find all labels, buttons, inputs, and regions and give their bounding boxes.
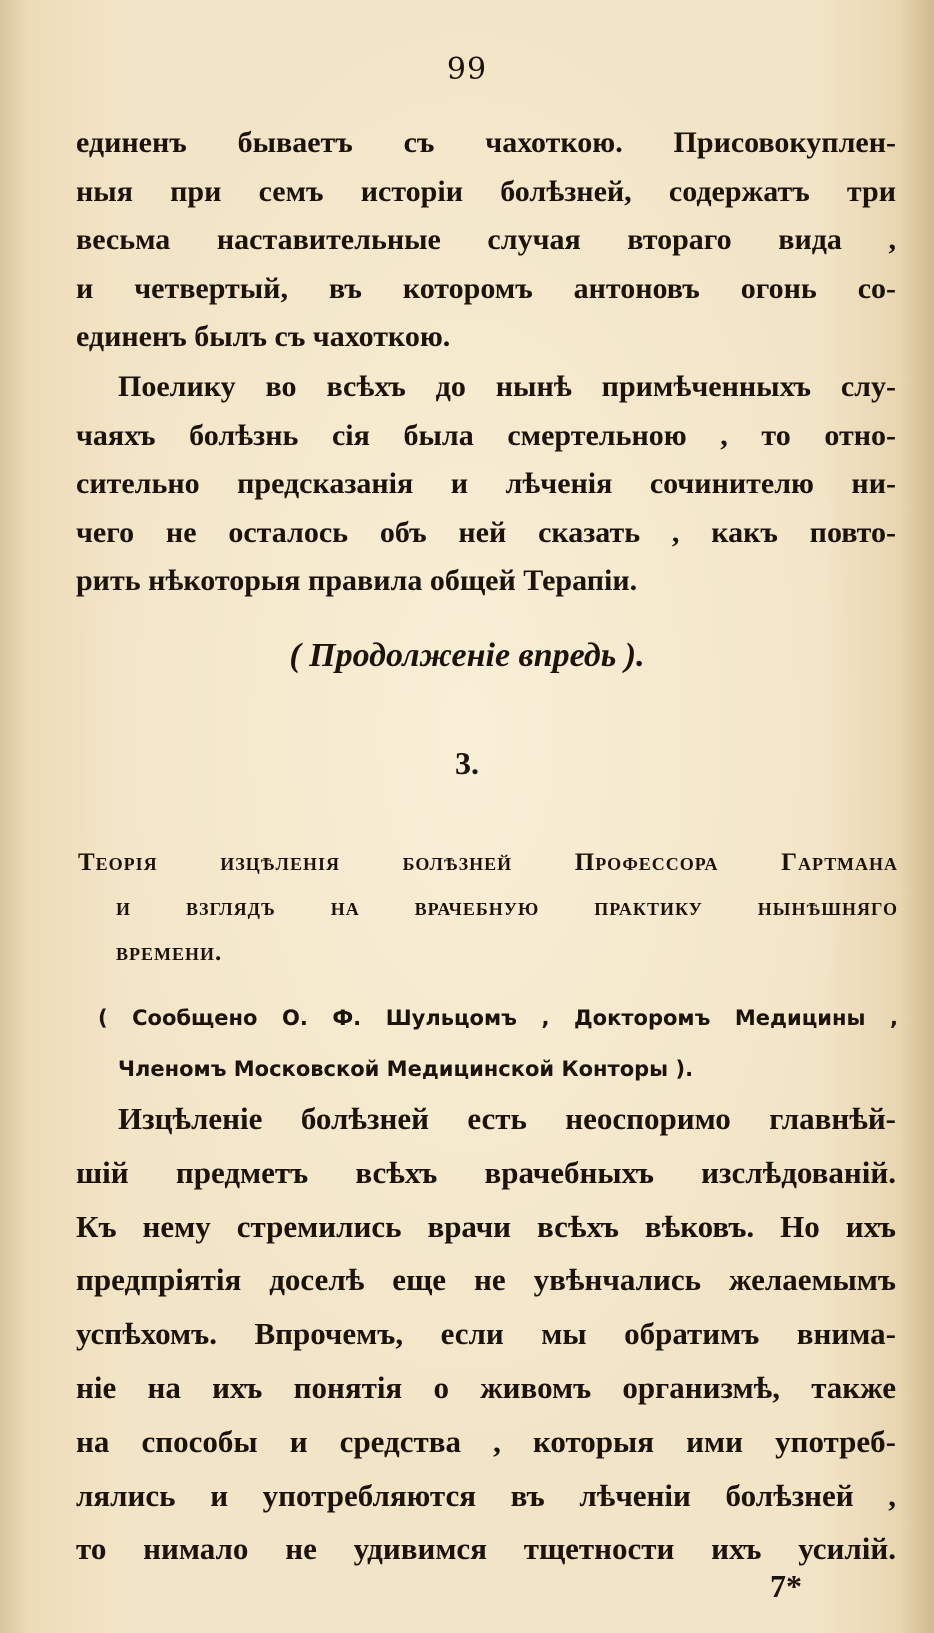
page-number: 99 (446, 52, 488, 87)
text-line: лялись и употребляются въ лѣченіи болѣзней , (76, 1477, 896, 1513)
text-line: то нимало не удивимся тщетности ихъ усилій. (76, 1531, 896, 1567)
title-line: и взглядъ на врачебную практику нынѣшняго (116, 894, 898, 921)
continued-note: ( Продолженіе впредь ). (289, 637, 645, 674)
text-line: рить нѣкоторыя правила общей Терапіи. (76, 564, 638, 597)
text-line: и четвертый, въ которомъ антоновъ огонь со- (76, 271, 896, 305)
signature-mark: 7* (770, 1568, 802, 1604)
text-line: успѣхомъ. Впрочемъ, если мы обратимъ внима- (76, 1316, 896, 1352)
text-line: Къ нему стремились врачи всѣхъ вѣковъ. Но ихъ (76, 1208, 896, 1244)
text-line: чего не осталось объ ней сказать , какъ повто- (76, 515, 896, 549)
text-line: ніе на ихъ понятія о живомъ организмѣ, также (76, 1369, 896, 1405)
attribution (98, 993, 898, 1095)
text-line: Поелику во всѣхъ до нынѣ примѣченныхъ слу- (118, 370, 896, 403)
title-line: времени. (116, 939, 223, 966)
text-line: ныя при семъ исторіи болѣзней, содержатъ три (76, 174, 896, 208)
attribution-line: Членомъ Московской Медицинской Конторы ). (118, 1057, 694, 1081)
paragraph-continuation (76, 119, 896, 362)
text-line: шій предметъ всѣхъ врачебныхъ изслѣдованій. (76, 1154, 896, 1190)
paragraph-article-body (76, 1092, 896, 1576)
text-line: чаяхъ болѣзнь сія была смертельною , то отно- (76, 418, 896, 452)
text-line: сительно предсказанія и лѣченія сочинителю ни- (76, 467, 896, 500)
text-line: предпріятія доселѣ еще не увѣнчались желаемымъ (76, 1262, 896, 1298)
attribution-line: ( Сообщено О. Ф. Шульцомъ , Докторомъ Медицины , (98, 1006, 898, 1030)
text-line: единенъ былъ съ чахоткою. (76, 320, 451, 353)
text-line: Изцѣленіе болѣзней есть неоспоримо главнѣй- (118, 1101, 896, 1136)
paragraph-prognosis (76, 363, 896, 606)
article-title (78, 840, 898, 975)
text-line: единенъ бываетъ съ чахоткою. Присовокуплен- (76, 126, 896, 159)
title-line: Теорія изцѣленія болѣзней Профессора Гартмана (78, 849, 898, 876)
text-line: весьма наставительные случая втораго вида , (76, 223, 896, 256)
text-line: на способы и средства , которыя ими употреб- (76, 1423, 896, 1459)
section-number: 3. (455, 745, 479, 781)
